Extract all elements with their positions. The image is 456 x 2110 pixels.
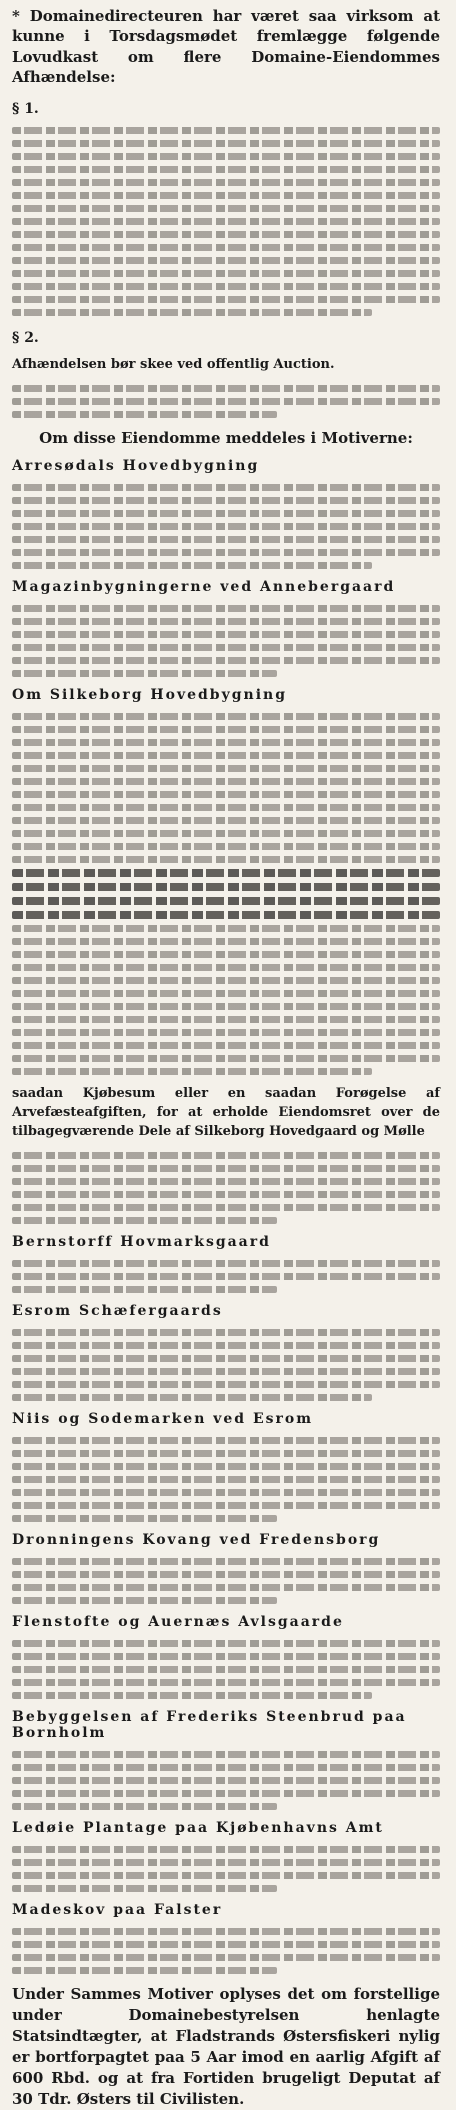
heading-flenstofte: Flenstofte og Auernæs Avlsgaarde	[12, 1613, 344, 1630]
silkeborg-bold-passage: saadan Kjøbesum eller en saadan Forøgelse af Arvefæsteafgiften, for at erholde Eiendomsret over de tilbagegværende Dele af Silkeborg Hovedgaard og Mølle	[12, 1086, 440, 1139]
heading-madeskov: Madeskov paa Falster	[12, 1901, 223, 1918]
heading-frederiks: Bebyggelsen af Frederiks Steenbrud paa Bornholm	[12, 1708, 407, 1741]
magazin-text	[12, 605, 440, 677]
madeskov-text	[12, 1928, 440, 1974]
heading-arresodal: Arresødals Hovedbygning	[12, 458, 260, 475]
flenstofte-text	[12, 1640, 440, 1699]
silkeborg-text	[12, 713, 440, 1075]
ledoie-text	[12, 1846, 440, 1892]
arresodal-text	[12, 484, 440, 569]
heading-bernstorff: Bernstorff Hovmarksgaard	[12, 1233, 271, 1250]
esrom-text	[12, 1329, 440, 1401]
bernstorff-text	[12, 1260, 440, 1293]
closing-paragraph: Under Sammes Motiver oplyses det om forstellige under Domainebestyrelsen henlagte Statsindtægter, at Fladstrands Østersfiskeri nylig er bortforpagtet paa 5 Aar imod en aarlig Afgift af 600 Rbd. og at fra Fortiden brugeligt Deputat af 30 Tdr. Østers til Civilisten.	[12, 1984, 440, 2108]
dronning-text	[12, 1558, 440, 1604]
heading-magazin: Magazinbygningerne ved Annebergaard	[12, 579, 396, 596]
heading-esrom: Esrom Schæfergaards	[12, 1302, 223, 1319]
section-2-mark: § 2.	[12, 330, 39, 346]
heading-dronning: Dronningens Kovang ved Fredensborg	[12, 1531, 381, 1548]
heading-niis: Niis og Sodemarken ved Esrom	[12, 1410, 314, 1427]
niis-text	[12, 1437, 440, 1522]
heading-silkeborg: Om Silkeborg Hovedbygning	[12, 687, 287, 704]
frederiks-text	[12, 1751, 440, 1810]
section-2-text: Afhændelsen bør skee ved offentlig Auction.	[12, 357, 335, 372]
section-1-mark: § 1.	[12, 101, 39, 117]
heading-ledoie: Ledøie Plantage paa Kjøbenhavns Amt	[12, 1819, 384, 1836]
intro-heading: * Domainedirecteuren har været saa virksom at kunne i Torsdagsmødet fremlægge følgende Lovudkast om flere Domaine-Eiendommes Afhændelse:	[12, 7, 440, 86]
section-1-text	[12, 127, 440, 316]
motives-heading: Om disse Eiendomme meddeles i Motiverne:	[39, 428, 413, 447]
